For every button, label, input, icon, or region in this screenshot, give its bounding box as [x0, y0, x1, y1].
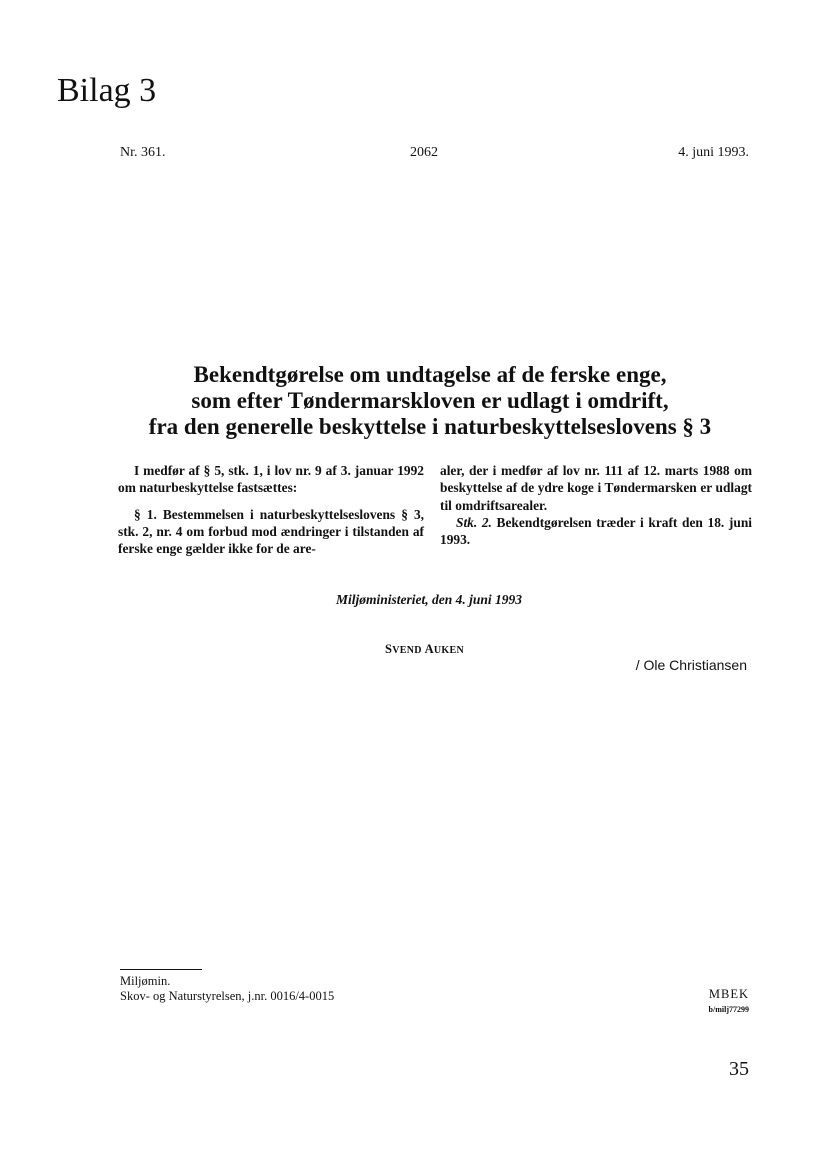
place-date-line: Miljøministeriet, den 4. juni 1993	[335, 592, 523, 607]
title-line: som efter Tøndermarskloven er udlagt i omdrift,	[191, 388, 669, 413]
name-initial: A	[424, 642, 434, 656]
cosigner-name: / Ole Christiansen	[635, 657, 747, 673]
footnote-divider	[120, 969, 202, 970]
page-number: 35	[729, 1058, 749, 1080]
body-column-right	[440, 462, 752, 548]
gazette-date: 4. juni 1993.	[678, 145, 749, 160]
name-rest: UKEN	[433, 645, 464, 656]
body-column-left	[118, 462, 424, 557]
name-initial: S	[385, 642, 393, 656]
gazette-page: 2062	[410, 145, 438, 160]
series-code: MBEK	[708, 987, 749, 1001]
stk-2-text: Bekendtgørelsen træder i kraft den 18. juni 1993.	[440, 514, 752, 548]
section-1-text: Bestemmelsen i naturbeskyttelseslovens § 3, stk. 2, nr. 4 om forbud mod ændringer i tilstanden af ferske enge gælder ikke for de are-	[118, 506, 424, 557]
minister-name	[385, 642, 464, 657]
footer-notes	[120, 974, 334, 1004]
title-line: fra den generelle beskyttelse i naturbeskyttelseslovens § 3	[148, 414, 712, 439]
title-line: Bekendtgørelse om undtagelse af de ferske enge,	[193, 362, 667, 387]
gazette-number: Nr. 361.	[120, 145, 166, 160]
name-rest: VEND	[392, 645, 422, 656]
intro-paragraph: I medfør af § 5, stk. 1, i lov nr. 9 af 3. januar 1992 om naturbeskyttelse fastsættes:	[118, 463, 424, 496]
stk-2-paragraph	[440, 514, 752, 549]
page-label: Bilag 3	[57, 72, 157, 109]
section-1-continuation: aler, der i medfør af lov nr. 111 af 12. marts 1988 om beskyttelse af de ydre koge i Tøndermarsken er udlagt til omdriftsarealer.	[440, 463, 752, 513]
reference-code: b/milj77299	[708, 1005, 749, 1014]
section-1-label: § 1.	[134, 506, 157, 522]
footer-agency: Skov- og Naturstyrelsen, j.nr. 0016/4-0015	[120, 989, 335, 1003]
stk-2-label: Stk. 2.	[456, 514, 492, 530]
footer-ministry: Miljømin.	[120, 974, 171, 988]
document-title	[100, 362, 760, 440]
section-1-paragraph	[118, 506, 424, 558]
